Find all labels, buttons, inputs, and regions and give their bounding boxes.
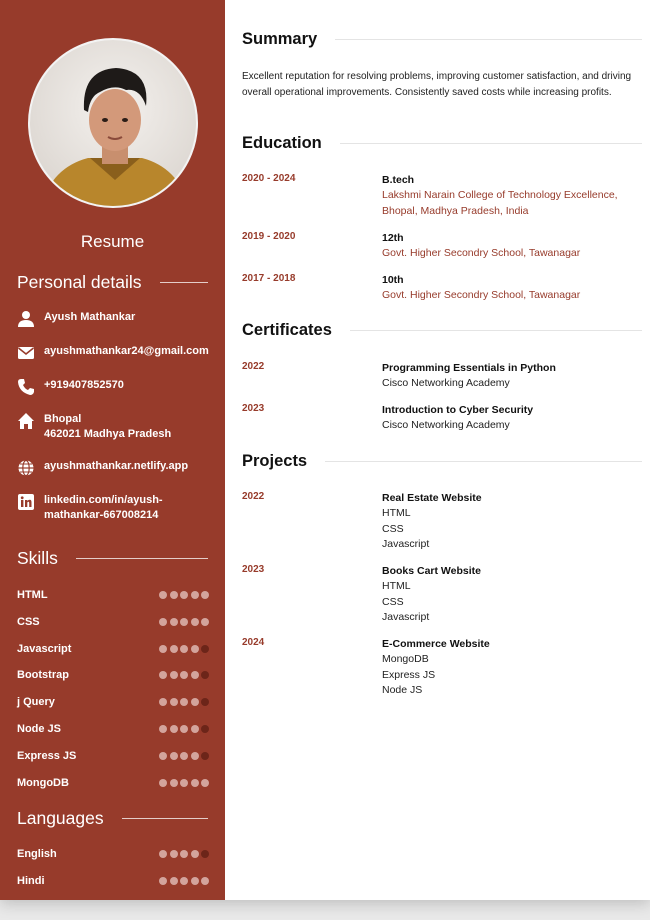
education-label: Education	[242, 134, 322, 152]
rating-dot-filled	[180, 850, 188, 858]
phone-text[interactable]: +919407852570	[44, 379, 124, 391]
project-title: Real Estate Website	[382, 492, 482, 504]
rating-dots	[159, 618, 209, 626]
education-years: 2019 - 2020	[242, 231, 296, 242]
rating-dot-empty	[201, 725, 209, 733]
contact-email[interactable]	[17, 344, 217, 362]
rating-dot-filled	[170, 591, 178, 599]
skills-label: Skills	[17, 548, 58, 568]
rating-dot-filled	[201, 877, 209, 885]
sidebar	[0, 0, 225, 900]
education-school: Govt. Higher Secondry School, Tawanagar	[382, 289, 581, 301]
summary-label: Summary	[242, 30, 318, 48]
rating-dot-filled	[180, 618, 188, 626]
education-degree: 10th	[382, 274, 404, 286]
globe-icon	[17, 459, 35, 477]
divider	[325, 461, 642, 462]
phone-icon	[17, 378, 35, 396]
rating-dot-filled	[180, 671, 188, 679]
contact-address	[17, 412, 217, 442]
summary-heading	[242, 30, 642, 49]
rating-label: Express JS	[17, 749, 77, 762]
divider	[350, 330, 642, 331]
certificate-issuer: Cisco Networking Academy	[382, 377, 510, 389]
project-tech: Express JS	[382, 668, 436, 681]
divider	[122, 818, 208, 819]
name-text: Ayush Mathankar	[44, 311, 136, 323]
rating-dot-filled	[191, 698, 199, 706]
rating-dot-filled	[159, 671, 167, 679]
contact-name	[17, 310, 217, 328]
rating-dots	[159, 645, 209, 653]
project-tech: HTML	[382, 580, 411, 592]
linkedin-line1[interactable]: linkedin.com/in/ayush-	[44, 494, 163, 506]
rating-dot-empty	[201, 850, 209, 858]
rating-dot-filled	[159, 591, 167, 599]
rating-row	[17, 847, 209, 861]
rating-dot-filled	[170, 618, 178, 626]
project-tech: CSS	[382, 522, 404, 535]
certificates-heading	[242, 321, 642, 340]
contact-linkedin[interactable]	[17, 493, 217, 523]
project-title: E-Commerce Website	[382, 638, 490, 650]
rating-dot-filled	[170, 645, 178, 653]
rating-label: HTML	[17, 589, 48, 601]
project-year: 2023	[242, 564, 265, 575]
rating-row	[17, 615, 209, 629]
certificate-year: 2023	[242, 403, 265, 414]
rating-dot-filled	[191, 752, 199, 760]
rating-label: Bootstrap	[17, 669, 69, 682]
project-tech: Javascript	[382, 611, 430, 623]
divider	[76, 558, 208, 559]
rating-dot-filled	[191, 877, 199, 885]
rating-dot-filled	[159, 698, 167, 706]
summary-text: Excellent reputation for resolving problems, improving customer satisfaction, and driving overall operational improvements. Consistently saved costs while increasing profits.	[242, 71, 632, 98]
resume-title: Resume	[80, 232, 145, 251]
rating-dot-empty	[201, 698, 209, 706]
rating-dots	[159, 877, 209, 885]
rating-row	[17, 668, 209, 682]
rating-row	[17, 749, 209, 763]
education-degree: B.tech	[382, 174, 415, 186]
personal-details-heading	[17, 272, 208, 293]
rating-dots	[159, 671, 209, 679]
projects-label: Projects	[242, 452, 308, 470]
rating-dots	[159, 779, 209, 787]
rating-dot-filled	[159, 725, 167, 733]
education-years: 2020 - 2024	[242, 173, 296, 184]
rating-dot-filled	[180, 725, 188, 733]
education-years: 2017 - 2018	[242, 273, 296, 284]
project-tech: CSS	[382, 595, 404, 608]
address-line2: 462021 Madhya Pradesh	[44, 428, 172, 440]
rating-dot-filled	[170, 877, 178, 885]
rating-dots	[159, 850, 209, 858]
rating-dot-filled	[170, 850, 178, 858]
rating-dot-filled	[191, 645, 199, 653]
project-tech: MongoDB	[382, 653, 429, 665]
home-icon	[17, 412, 35, 430]
education-heading	[242, 134, 642, 153]
certificate-title: Introduction to Cyber Security	[382, 404, 534, 416]
rating-dot-filled	[170, 779, 178, 787]
divider	[160, 282, 208, 283]
rating-dots	[159, 591, 209, 599]
rating-dot-empty	[201, 645, 209, 653]
rating-dot-filled	[201, 591, 209, 599]
certificate-issuer: Cisco Networking Academy	[382, 419, 510, 431]
certificates-label: Certificates	[242, 321, 332, 339]
project-tech: HTML	[382, 507, 411, 519]
rating-dots	[159, 698, 209, 706]
rating-dot-filled	[170, 725, 178, 733]
rating-row	[17, 722, 209, 736]
education-school: Govt. Higher Secondry School, Tawanagar	[382, 247, 581, 259]
divider	[340, 143, 642, 144]
contact-website[interactable]	[17, 459, 217, 477]
rating-row	[17, 588, 209, 602]
email-text[interactable]: ayushmathankar24@gmail.com	[44, 345, 209, 357]
rating-label: English	[17, 848, 57, 860]
rating-dot-empty	[201, 671, 209, 679]
languages-label: Languages	[17, 808, 104, 828]
personal-details-label: Personal details	[17, 272, 142, 292]
rating-dot-filled	[191, 618, 199, 626]
contact-phone[interactable]	[17, 378, 217, 396]
languages-heading	[17, 808, 208, 829]
linkedin-icon	[17, 493, 35, 511]
rating-dots	[159, 725, 209, 733]
rating-dot-filled	[180, 698, 188, 706]
rating-label: Javascript	[17, 642, 72, 655]
rating-dot-filled	[170, 698, 178, 706]
rating-row	[17, 695, 209, 709]
project-tech: Javascript	[382, 538, 430, 550]
rating-dot-filled	[191, 850, 199, 858]
certificate-title: Programming Essentials in Python	[382, 362, 556, 374]
education-school-location: Bhopal, Madhya Pradesh, India	[382, 204, 529, 217]
rating-dot-filled	[191, 725, 199, 733]
rating-dot-filled	[159, 850, 167, 858]
skills-heading	[17, 548, 208, 569]
education-school: Lakshmi Narain College of Technology Excellence,	[382, 189, 618, 201]
linkedin-line2[interactable]: mathankar-667008214	[44, 509, 159, 521]
rating-dot-filled	[170, 671, 178, 679]
rating-dot-filled	[159, 645, 167, 653]
rating-dot-filled	[180, 752, 188, 760]
project-title: Books Cart Website	[382, 565, 481, 577]
project-tech: Node JS	[382, 684, 423, 696]
rating-dots	[159, 752, 209, 760]
divider	[335, 39, 642, 40]
rating-row	[17, 642, 209, 656]
rating-dot-filled	[170, 752, 178, 760]
rating-dot-empty	[201, 752, 209, 760]
user-icon	[17, 310, 35, 328]
rating-dot-filled	[180, 591, 188, 599]
rating-label: Node JS	[17, 723, 62, 735]
project-year: 2024	[242, 637, 265, 648]
rating-dot-filled	[180, 779, 188, 787]
mail-icon	[17, 344, 35, 362]
rating-dot-filled	[159, 779, 167, 787]
education-degree: 12th	[382, 232, 404, 244]
rating-label: Hindi	[17, 874, 45, 887]
rating-dot-filled	[191, 671, 199, 679]
address-line1: Bhopal	[44, 413, 82, 425]
certificate-year: 2022	[242, 361, 265, 372]
rating-dot-filled	[159, 877, 167, 885]
profile-photo	[28, 38, 198, 208]
website-text[interactable]: ayushmathankar.netlify.app	[44, 460, 189, 472]
rating-dot-filled	[180, 645, 188, 653]
project-year: 2022	[242, 491, 265, 502]
rating-dot-filled	[159, 752, 167, 760]
projects-heading	[242, 452, 642, 471]
rating-dot-filled	[201, 618, 209, 626]
rating-label: MongoDB	[17, 776, 69, 789]
rating-dot-filled	[201, 779, 209, 787]
rating-row	[17, 776, 209, 790]
rating-label: j Query	[17, 696, 55, 709]
rating-label: CSS	[17, 615, 40, 628]
rating-dot-filled	[191, 779, 199, 787]
rating-dot-filled	[191, 591, 199, 599]
rating-dot-filled	[180, 877, 188, 885]
rating-dot-filled	[159, 618, 167, 626]
rating-row	[17, 874, 209, 888]
